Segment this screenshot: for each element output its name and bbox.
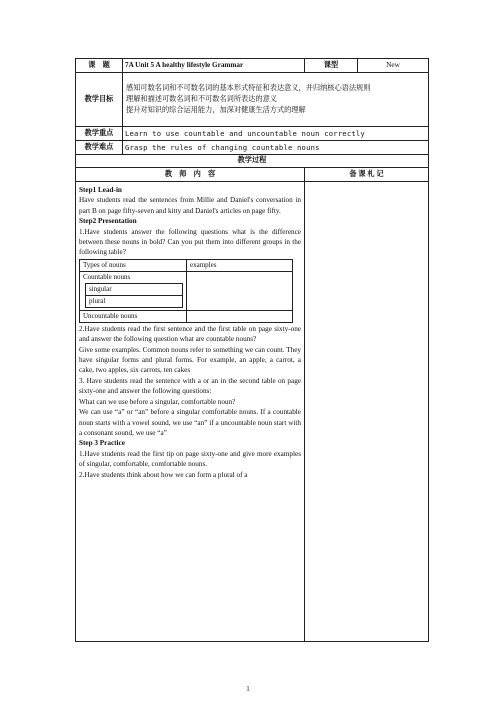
notes-header: 备 课 札 记	[305, 168, 429, 182]
step1-text: Have students read the sentences from Millie and Daniel's conversation in part B on page fifty-seven and kitty and Daniel's articles on page fifty.	[79, 196, 301, 215]
difficulties-value: Grasp the rules of changing countable nouns	[123, 141, 429, 155]
step2-item3: 3. Have students read the sentence with a or an in the second table on page sixty-one and answer the following questions:	[79, 376, 301, 396]
objectives-row	[76, 73, 429, 127]
key-points-value: Learn to use countable and uncountable noun correctly	[123, 127, 429, 141]
singular-label: singular	[86, 283, 183, 295]
process-title: 教学过程	[76, 155, 429, 168]
objective-line-2: 理解和描述可数名词和不可数名词所表达的意义	[126, 95, 277, 103]
step2-item3-answer: We can use “a” or “an” before a singular comfortable nouns. If a countable noun starts with a vowel sound, we use “an” if a uncountable noun start with a consonant sound, we use “a”	[79, 408, 301, 437]
step3-item2: 2.Have students think about how we can form a plural of a	[79, 470, 248, 479]
difficulties-label: 教学难点	[76, 141, 123, 155]
objective-line-3: 提升对知识的综合运用能力，加深对健康生活方式的理解	[126, 106, 306, 114]
uncountable-label: Uncountable nouns	[80, 310, 187, 322]
step1-title: Step1 Lead-in	[79, 186, 122, 194]
examples-header: examples	[187, 259, 293, 271]
countable-examples-cell	[187, 271, 293, 310]
process-title-row	[76, 155, 429, 168]
uncountable-examples-cell	[187, 310, 293, 322]
content-header: 教 师 内 容	[76, 168, 305, 182]
step2-item2-answer: Give some examples. Common nouns refer to something we can count. They have singular forms and plural forms. For example, an apple, a carrot, a cake, two apples, six carrots, ten cakes	[79, 345, 301, 375]
step3-title: Step 3 Practice	[79, 439, 125, 448]
topic-value: 7A Unit 5 A healthy lifestyle Grammar	[123, 59, 305, 73]
noun-types-header: Types of nouns	[80, 259, 187, 271]
type-value: New	[358, 59, 429, 73]
step2-title: Step2 Presentation	[79, 217, 137, 226]
notes-column	[305, 182, 429, 642]
plural-label: plural	[86, 295, 183, 307]
countable-subtable	[85, 283, 183, 308]
teacher-content	[76, 182, 305, 642]
countable-cell	[80, 271, 187, 310]
objectives-content	[123, 73, 429, 127]
step2-item2: 2.Have students read the first sentence and the first table on page sixty-one and answer the following question what are countable nouns?	[79, 324, 301, 344]
objective-line-1: 感知可数名词和不可数名词的基本形式特征和表达意义，并归纳核心语法规则	[126, 84, 371, 92]
topic-row	[76, 59, 429, 73]
step2-item3-question: What can we use before a singular, comfortable noun?	[79, 397, 236, 406]
difficulties-row	[76, 141, 429, 155]
process-header-row	[76, 168, 429, 182]
step2-item1: 1.Have students answer the following questions what is the difference between these nouns in bold? Can you put them into different groups in the following table?	[79, 227, 301, 257]
process-body-row	[76, 182, 429, 642]
objectives-label: 教学目标	[76, 73, 123, 127]
key-points-label: 教学重点	[76, 127, 123, 141]
page-number: 1	[246, 685, 250, 693]
step3-item1: 1.Have students read the first tip on page sixty-one and give more examples of singular, comfortable, comfortable nouns.	[79, 449, 301, 469]
topic-label: 课 题	[76, 59, 123, 73]
type-label: 课型	[305, 59, 358, 73]
lesson-plan-table	[75, 58, 429, 642]
noun-types-table	[79, 259, 293, 323]
key-points-row	[76, 127, 429, 141]
countable-label: Countable nouns	[83, 272, 131, 281]
